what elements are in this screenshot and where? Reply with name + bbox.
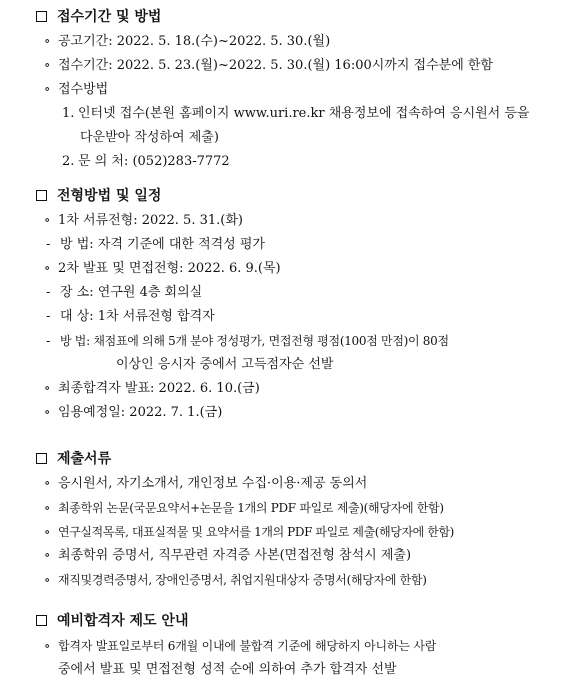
section-heading-application-period: 접수기간 및 방법 (36, 8, 161, 26)
list-item: ∘ 공고기간: 2022. 5. 18.(수)~2022. 5. 30.(월) (44, 34, 331, 49)
list-item: ∘ 합격자 발표일로부터 6개월 이내에 불합격 기준에 해당하지 아니하는 사람 (44, 639, 437, 654)
list-item: ∘ 최종합격자 발표: 2022. 6. 10.(금) (44, 381, 260, 396)
list-item: ∘ 접수방법 (44, 82, 109, 97)
list-item: ∘ 응시원서, 자기소개서, 개인정보 수집·이용·제공 동의서 (44, 476, 368, 491)
checkbox-square-icon (36, 615, 47, 626)
checkbox-square-icon (36, 453, 47, 464)
list-item: ∘ 최종학위 논문(국문요약서+논문을 1개의 PDF 파일로 제출)(해당자에 한함) (44, 501, 444, 516)
list-subitem: - 방 법: 자격 기준에 대한 적격성 평가 (46, 237, 265, 252)
list-item: ∘ 최종학위 증명서, 직무관련 자격증 사본(면접전형 참석시 제출) (44, 548, 412, 563)
section-heading-reserve-candidates: 예비합격자 제도 안내 (36, 612, 188, 630)
list-subitem: - 방 법: 채점표에 의해 5개 분야 정성평가, 면접전형 평점(100점 만점)이 80점 (46, 334, 449, 349)
list-item-continuation: 중에서 발표 및 면접전형 성적 순에 의하여 추가 합격자 선발 (58, 662, 397, 677)
list-item: ∘ 연구실적목록, 대표실적물 및 요약서를 1개의 PDF 파일로 제출(해당자에 한함) (44, 525, 454, 540)
list-item: ∘ 재직및경력증명서, 장애인증명서, 취업지원대상자 증명서(해당자에 한함) (44, 573, 427, 588)
list-item: ∘ 1차 서류전형: 2022. 5. 31.(화) (44, 213, 243, 228)
list-subitem: - 대 상: 1차 서류전형 합격자 (46, 309, 215, 324)
list-item: ∘ 2차 발표 및 면접전형: 2022. 6. 9.(목) (44, 261, 281, 276)
list-item-continuation: 다운받아 작성하여 제출) (80, 130, 219, 145)
checkbox-square-icon (36, 11, 47, 22)
list-item: 2. 문 의 처: (052)283-7772 (62, 154, 230, 169)
list-item: 1. 인터넷 접수(본원 홈페이지 www.uri.re.kr 채용정보에 접속하여 응시원서 등을 (62, 106, 530, 121)
section-heading-required-documents: 제출서류 (36, 450, 111, 468)
list-item: ∘ 접수기간: 2022. 5. 23.(월)~2022. 5. 30.(월) 16:00시까지 접수분에 한함 (44, 58, 494, 73)
list-subitem-continuation: 이상인 응시자 중에서 고득점자순 선발 (116, 357, 334, 372)
list-item: ∘ 임용예정일: 2022. 7. 1.(금) (44, 405, 223, 420)
list-subitem: - 장 소: 연구원 4층 회의실 (46, 285, 203, 300)
section-heading-selection-process: 전형방법 및 일정 (36, 187, 161, 205)
checkbox-square-icon (36, 190, 47, 201)
